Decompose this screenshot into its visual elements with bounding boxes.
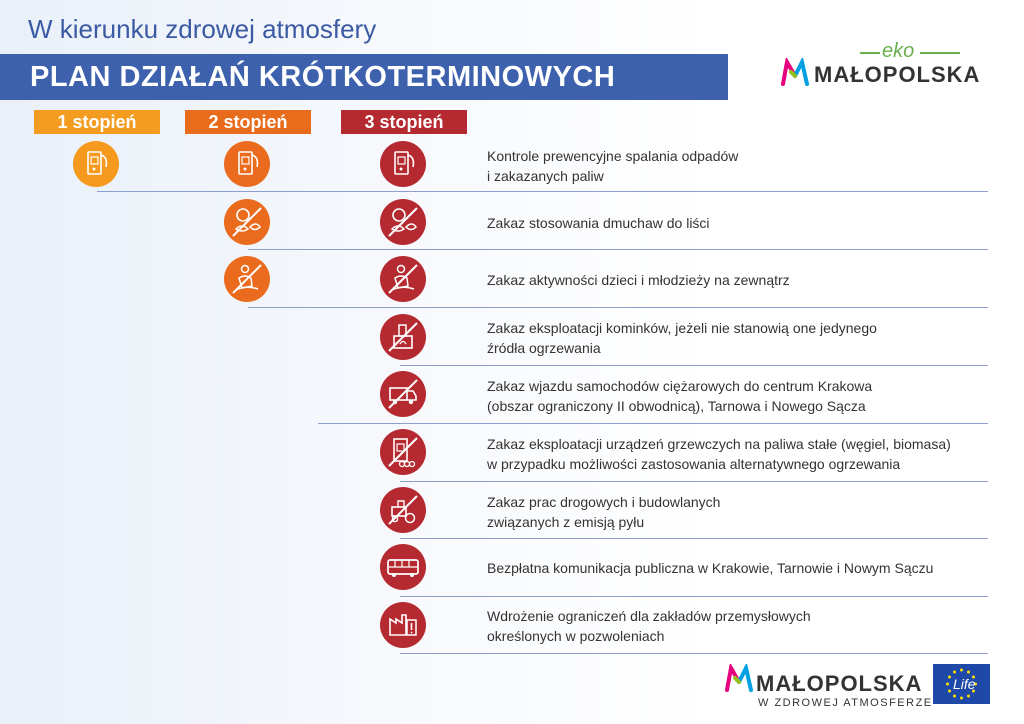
row-divider — [400, 538, 988, 539]
title-bar — [0, 54, 728, 100]
stove-inspection-icon — [380, 141, 426, 187]
action-line: Zakaz eksploatacji urządzeń grzewczych na paliwa stałe (węgiel, biomasa) — [487, 436, 951, 452]
logo-line-right — [920, 52, 960, 54]
row-divider — [97, 191, 988, 192]
row-divider — [248, 249, 988, 250]
no-outdoor-activity-icon — [224, 256, 270, 302]
row-divider — [400, 653, 988, 654]
action-text-6 — [487, 434, 951, 474]
no-fireplace-icon — [380, 314, 426, 360]
action-line: (obszar ograniczony II obwodnicą), Tarnowa i Nowego Sącza — [487, 398, 866, 414]
row-divider — [248, 307, 988, 308]
eu-life-text: Life — [953, 676, 976, 692]
action-line: związanych z emisją pyłu — [487, 514, 645, 530]
page-title: PLAN DZIAŁAŃ KRÓTKOTERMINOWYCH — [30, 61, 616, 93]
logo-name: MAŁOPOLSKA — [814, 62, 981, 87]
logo-line-left — [860, 52, 880, 54]
action-line: Zakaz prac drogowych i budowlanych — [487, 494, 721, 510]
row-divider — [400, 481, 988, 482]
logo-m-icon — [780, 58, 810, 86]
row-divider — [400, 365, 988, 366]
no-truck-icon — [380, 371, 426, 417]
no-outdoor-activity-icon — [380, 256, 426, 302]
level-2-badge: 2 stopień — [185, 110, 311, 134]
logo-eko-text: eko — [882, 40, 915, 62]
footer-logo-tagline: W ZDROWEJ ATMOSFERZE — [758, 697, 933, 709]
stove-inspection-icon — [224, 141, 270, 187]
action-line: Wdrożenie ograniczeń dla zakładów przemysłowych — [487, 608, 811, 624]
row-divider — [318, 423, 988, 424]
action-line: Bezpłatna komunikacja publiczna w Krakowie, Tarnowie i Nowym Sączu — [487, 560, 934, 576]
action-text-2 — [487, 213, 710, 233]
action-line: określonych w pozwoleniach — [487, 628, 665, 644]
eu-life-logo — [933, 664, 990, 704]
action-text-4 — [487, 318, 877, 358]
no-leaf-blower-icon — [380, 199, 426, 245]
action-text-3 — [487, 270, 790, 290]
action-line: i zakazanych paliw — [487, 168, 604, 184]
level-1-badge: 1 stopień — [34, 110, 160, 134]
action-text-9 — [487, 606, 811, 646]
factory-warning-icon — [380, 602, 426, 648]
action-text-5 — [487, 376, 872, 416]
level-3-badge: 3 stopień — [341, 110, 467, 134]
action-line: Kontrole prewencyjne spalania odpadów — [487, 148, 739, 164]
action-text-7 — [487, 492, 720, 532]
footer-logo-m-icon — [724, 664, 754, 692]
stove-inspection-icon — [73, 141, 119, 187]
action-line: w przypadku możliwości zastosowania alternatywnego ogrzewania — [487, 456, 901, 472]
action-line: Zakaz wjazdu samochodów ciężarowych do centrum Krakowa — [487, 378, 873, 394]
no-leaf-blower-icon — [224, 199, 270, 245]
action-line: Zakaz eksploatacji kominków, jeżeli nie stanowią one jedynego — [487, 320, 877, 336]
action-text-8 — [487, 558, 933, 578]
action-line: Zakaz aktywności dzieci i młodzieży na zewnątrz — [487, 272, 790, 288]
no-roadwork-icon — [380, 487, 426, 533]
footer-logo-name: MAŁOPOLSKA — [756, 671, 923, 696]
page-subtitle: W kierunku zdrowej atmosfery — [28, 14, 377, 44]
action-line: źródła ogrzewania — [487, 340, 601, 356]
action-text-1 — [487, 146, 738, 186]
no-solid-fuel-heater-icon — [380, 429, 426, 475]
action-line: Zakaz stosowania dmuchaw do liści — [487, 215, 710, 231]
row-divider — [400, 596, 988, 597]
bus-icon — [380, 544, 426, 590]
